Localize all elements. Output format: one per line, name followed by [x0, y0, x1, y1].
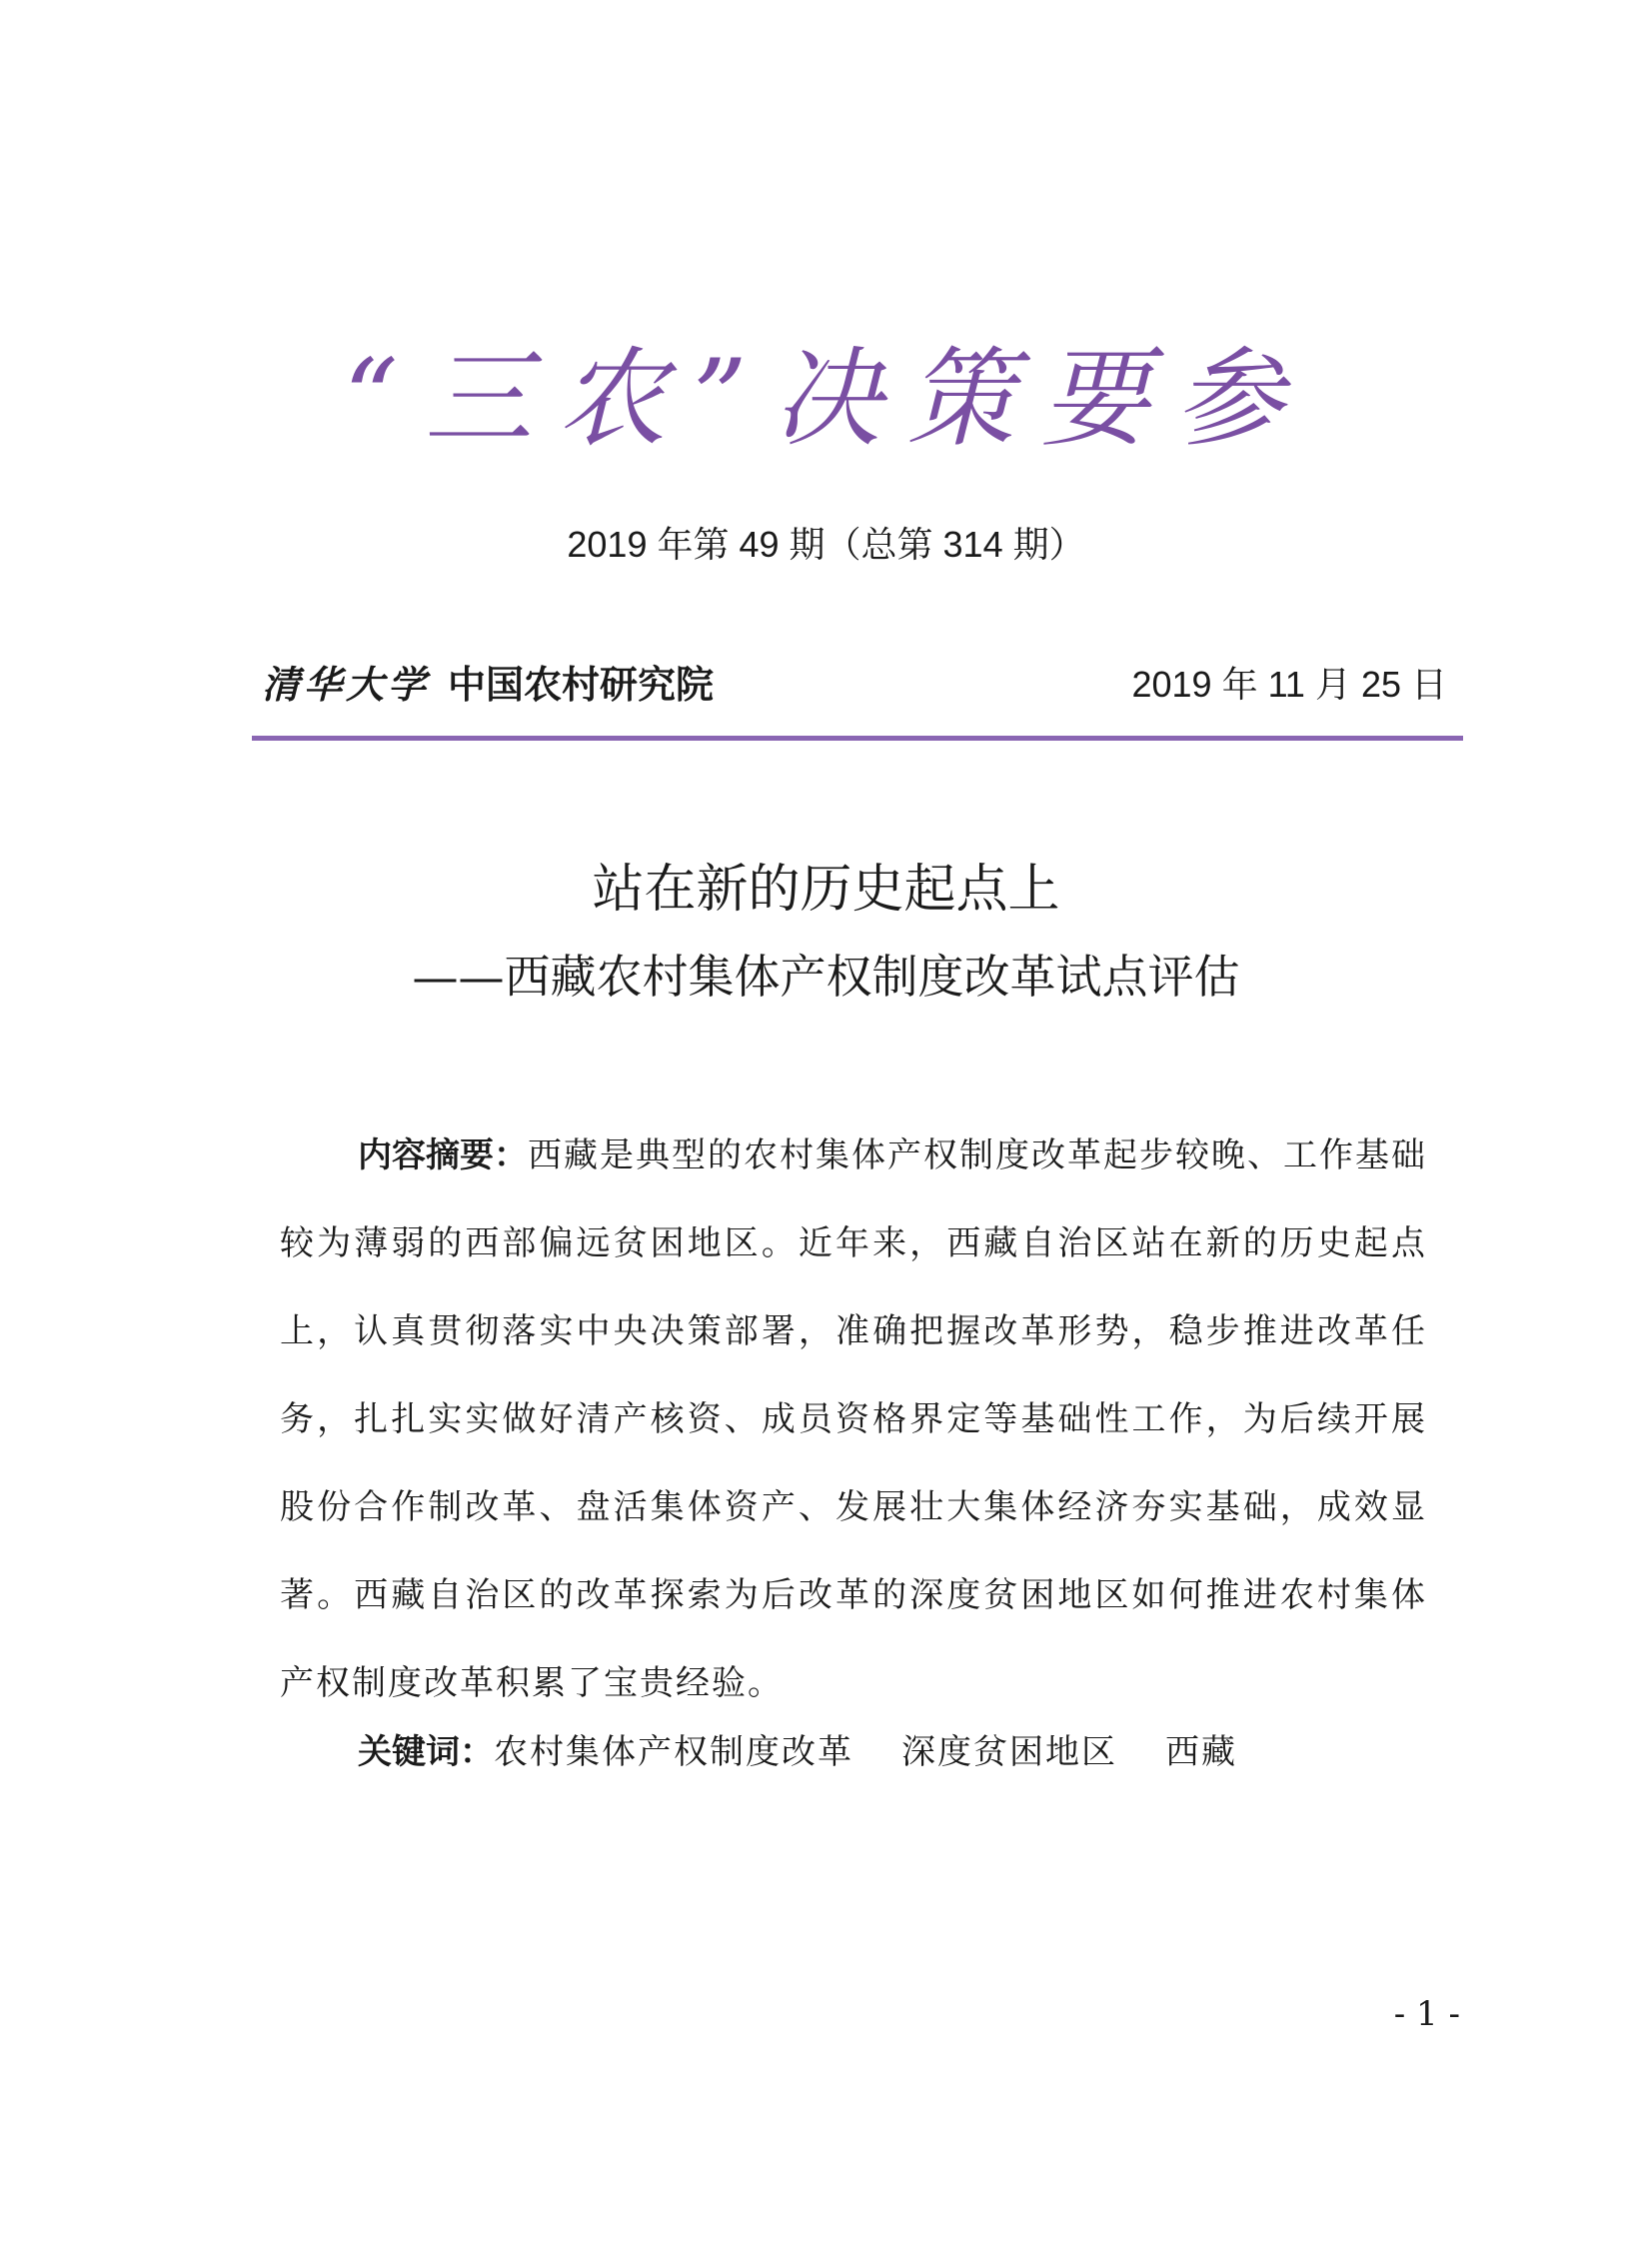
- article-title: 站在新的历史起点上: [592, 860, 1060, 920]
- issue-number: 2019 年第 49 期（总第 314 期）: [567, 524, 1085, 565]
- keywords-label: 关键词：: [358, 1732, 494, 1772]
- masthead-title: “三农”决策要参: [343, 337, 1309, 462]
- keyword-item: 西藏: [1165, 1732, 1237, 1772]
- header-row: [252, 655, 1463, 715]
- article-subtitle: ——西藏农村集体产权制度改革试点评估: [412, 950, 1240, 1004]
- page-number: - 1 -: [1393, 1994, 1460, 2034]
- abstract-paragraph: [280, 1112, 1427, 1727]
- abstract-label: 内容摘要：: [358, 1135, 528, 1175]
- university-name: 清华大学: [262, 662, 431, 707]
- keyword-item: 农村集体产权制度改革: [494, 1732, 853, 1772]
- organization: [262, 655, 714, 715]
- institute-name: 中国农村研究院: [448, 662, 715, 707]
- publication-date: 2019 年 11 月 25 日: [1131, 664, 1447, 705]
- abstract-text: 西藏是典型的农村集体产权制度改革起步较晚、工作基础较为薄弱的西部偏远贫困地区。近年来，西藏自治区站在新的历史起点上，认真贯彻落实中央决策部署，准确把握改革形势，稳步推进改革任务，扎扎实实做好清产核资、成员资格界定等基础性工作，为后续开展股份合作制改革、盘活集体资产、发展壮大集体经济夯实基础，成效显著。西藏自治区的改革探索为后改革的深度贫困地区如何推进农村集体产权制度改革积累了宝贵经验。: [280, 1135, 1427, 1703]
- keyword-item: 深度贫困地区: [901, 1732, 1117, 1772]
- header-divider: [252, 736, 1463, 741]
- keywords-line: [358, 1717, 1457, 1787]
